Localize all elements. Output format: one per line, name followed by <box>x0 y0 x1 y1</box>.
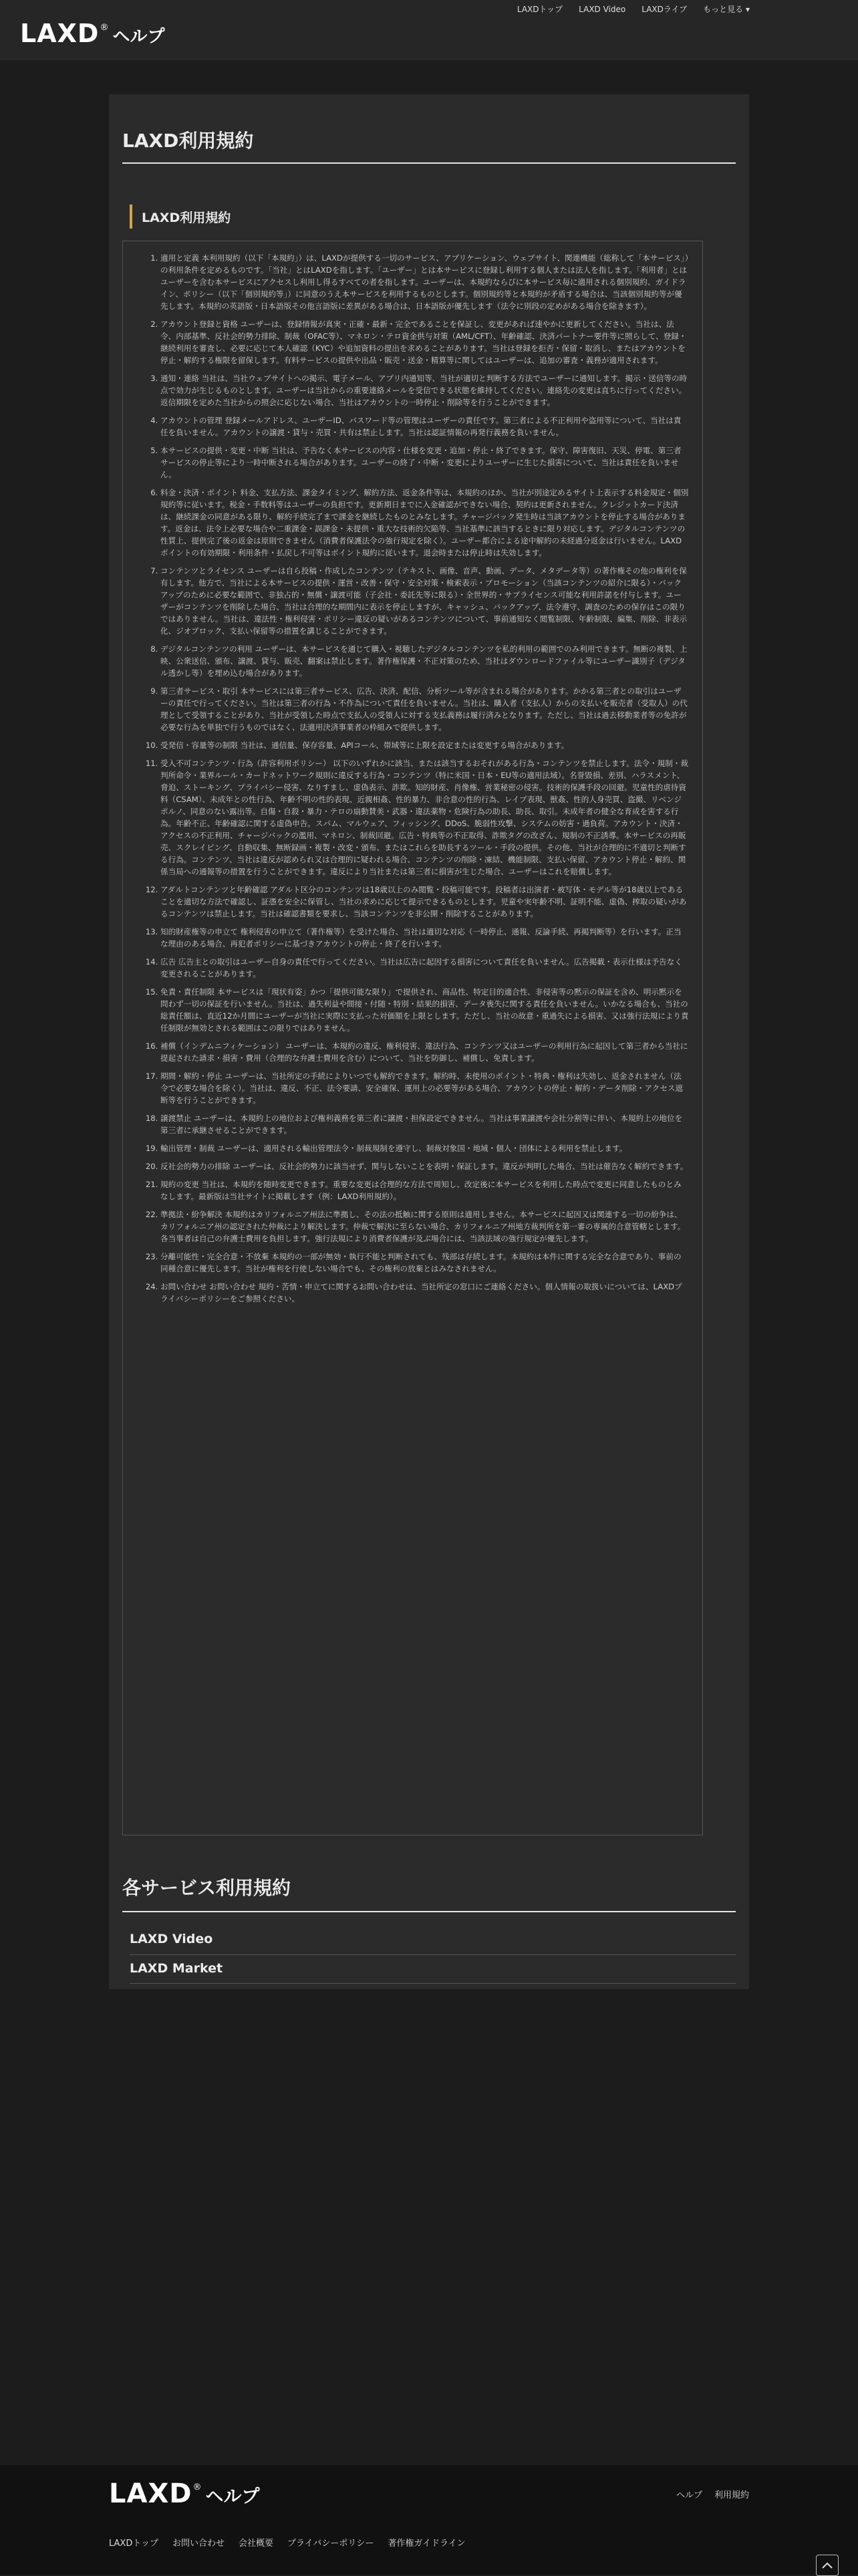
terms-item: 3. 通知・連絡 当社は、当社ウェブサイトへの掲示、電子メール、アプリ内通知等、当社が適切と判断する方法でユーザーに通知します。掲示・送信等の時点で効力が生じるものとします。ユーザーは当社からの重要連絡メールを受信できる状態を維持してください。連絡先の変更は直ちに行ってください。返信期限を定めた当社からの照会に応じない場合、当社はアカウントの一時停止・削除等を行うことができます。 <box>160 372 689 408</box>
terms-box <box>122 241 703 1835</box>
back-to-top-button[interactable] <box>816 2555 839 2576</box>
nav-link-laxd-video[interactable]: LAXD Video <box>579 5 626 14</box>
footer-link-help[interactable]: ヘルプ <box>676 2490 702 2500</box>
footer-link-copyright[interactable]: 著作権ガイドライン <box>388 2539 466 2549</box>
services-divider <box>122 1911 736 1912</box>
nav-link-more[interactable]: もっと見る ▾ <box>703 5 750 14</box>
page-title: LAXD利用規約 <box>122 130 254 152</box>
terms-item: 23. 分離可能性・完全合意・不放棄 本規約の一部が無効・執行不能と判断されても、残部は存続します。本規約は本件に関する完全な合意であり、事前の同種合意に優先します。当社が権利を行使しない場合でも、その権利の放棄とはみなされません。 <box>160 1251 689 1275</box>
nav-link-laxd-live[interactable]: LAXDライブ <box>641 5 688 14</box>
footer-link-privacy[interactable]: プライバシーポリシー <box>287 2539 374 2549</box>
service-link-laxd-market[interactable]: LAXD Market <box>130 1961 223 1976</box>
terms-item: 4. アカウントの管理 登録メールアドレス、ユーザーID、パスワード等の管理はユーザーの責任です。第三者による不正利用や盗用等について、当社は責任を負いません。アカウントの譲渡・貸与・売買・共有は禁止します。当社は認証情報の再発行義務を負いません。 <box>160 414 689 438</box>
footer-logo[interactable] <box>109 2478 260 2509</box>
footer-logo-help-label: ヘルプ <box>205 2486 260 2507</box>
terms-item: 1. 適用と定義 本利用規約（以下「本規約」）は、LAXDが提供する一切のサービス、アプリケーション、ウェブサイト、関連機能（総称して「本サービス」）の利用条件を定めるものです。「当社」とはLAXDを指します。「ユーザー」とは本サービスに登録し利用する個人または法人を指します。「利用者」とはユーザーを含む本サービスにアクセスし利用し得るすべての者を指します。ユーザーは、本規約ならびに本サービス毎に適用される個別規約、ガイドライン、ポリシー（以下「個別規約等」）に同意のうえ本サービスを利用するものとします。個別規約等と本規約が矛盾する場合は、当該個別規約等が優先します。本規約の英語版・日本語版その他言語版に差異がある場合は、日本語版が優先します（法令に別段の定めがある場合を除きます）。 <box>160 252 689 312</box>
header-logo[interactable] <box>20 19 164 48</box>
terms-section-heading <box>130 205 231 229</box>
footer-link-laxd-top[interactable]: LAXDトップ <box>109 2539 158 2549</box>
top-nav <box>509 4 758 15</box>
terms-item: 20. 反社会的勢力の排除 ユーザーは、反社会的勢力に該当せず、関与しないことを表明・保証します。違反が判明した場合、当社は催告なく解約できます。 <box>160 1160 689 1172</box>
terms-item: 17. 期間・解約・停止 ユーザーは、当社所定の手続によりいつでも解約できます。解約時、未使用のポイント・特典・権利は失効し、返金されません（法令で必要な場合を除く）。当社は、違反、不正、法令要請、安全確保、運用上の必要等がある場合、アカウントの停止・解約・データ削除・アクセス遮断等を行うことができます。 <box>160 1070 689 1106</box>
logo-registered-mark: ® <box>100 23 109 33</box>
terms-item: 2. アカウント登録と資格 ユーザーは、登録情報が真実・正確・最新・完全であることを保証し、変更があれば速やかに更新してください。当社は、法令、内部基準、反社会的勢力排除、制裁（OFAC等）、マネロン・テロ資金供与対策（AML/CFT）、年齢確認、決済パートナー要件等に照らして、登録・継続利用を審査し、必要に応じて本人確認（KYC）や追加資料の提出を求めることがあります。当社は登録を拒否・保留・取消し、またはアカウントを停止・解約する権限を留保します。有料サービスの提供や出品・販売・送金・精算等に関してはユーザーは、追加の審査・義務が適用されます。 <box>160 318 689 366</box>
logo-brand: LAXD <box>20 19 100 48</box>
site-footer <box>0 2465 858 2575</box>
services-title: 各サービス利用規約 <box>122 1877 291 1899</box>
terms-item: 19. 輸出管理・制裁 ユーザーは、適用される輸出管理法令・制裁規制を遵守し、制裁対象国・地域・個人・団体による利用を禁止します。 <box>160 1142 689 1154</box>
terms-item: 6. 料金・決済・ポイント 料金、支払方法、課金タイミング、解約方法、返金条件等は、本規約のほか、当社が別途定めるサイト上表示する料金規定・個別規約等に従います。税金・手数料等はユーザーの負担です。更新期日までに入金確認ができない場合、契約は更新されません。クレジットカード決済は、継続課金の同意がある限り、解約手続完了まで課金を継続したものとみなします。チャージバック発生時は当該アカウントを停止する場合があります。返金は、法令上必要な場合や二重課金・誤課金・未提供・重大な技術的欠陥等、当社基準に該当するときに限り対応します。デジタルコンテンツの性質上、提供完了後の返金は原則できません（消費者保護法令の強行規定を除く）。ユーザー都合による途中解約の未経過分返金は行いません。LAXDポイントの有効期限・利用条件・払戻し不可等はポイント規約に従います。退会時または停止時は失効します。 <box>160 487 689 559</box>
terms-list <box>144 252 689 1305</box>
terms-item: 22. 準拠法・紛争解決 本規約はカリフォルニア州法に準拠し、その法の抵触に関する原則は適用しません。本サービスに起因又は関連する一切の紛争は、カリフォルニア州の認定された仲裁により解決します。仲裁で解決に至らない場合、カリフォルニア州地方裁判所を第一審の専属的合意管轄とします。各当事者は自己の弁護士費用を負担します。強行法規により消費者保護が及ぶ場合には、当該法域の強行規定が優先します。 <box>160 1208 689 1245</box>
terms-item: 9. 第三者サービス・取引 本サービスには第三者サービス、広告、決済、配信、分析ツール等が含まれる場合があります。かかる第三者との取引はユーザーの責任で行ってください。当社は第三者の行為・不作為について責任を負いません。当社は、購入者（支払人）からの支払いを販売者（受取人）の代理として受領することがあり、当社が受領した時点で支払人の受領人に対する支払義務は履行済みとなります。ただし、当社は過去移動業者等の免許が必要な行為を単独で行うものではなく、法適用決済事業者の枠組みで提供します。 <box>160 685 689 733</box>
terms-item: 21. 規約の変更 当社は、本規約を随時変更できます。重要な変更は合理的な方法で周知し、改定後に本サービスを利用した時点で変更に同意したものとみなします。最新版は当社サイトに掲載します（例：LAXD利用規約）。 <box>160 1178 689 1202</box>
footer-links <box>109 2536 466 2549</box>
title-divider <box>122 162 736 164</box>
terms-item: 18. 譲渡禁止 ユーザーは、本規約上の地位および権利義務を第三者に譲渡・担保設定できません。当社は事業譲渡や会社分割等に伴い、本規約上の地位を第三者に承継させることができます。 <box>160 1112 689 1136</box>
nav-link-laxd-top[interactable]: LAXDトップ <box>517 5 563 14</box>
terms-item: 24. お問い合わせ お問い合わせ 規約・苦情・申立てに関するお問い合わせは、当社所定の窓口にご連絡ください。個人情報の取扱いについては、LAXDプライバシーポリシーをご参照ください。 <box>160 1281 689 1305</box>
terms-section-heading-text: LAXD利用規約 <box>142 210 231 225</box>
service-separator <box>130 1954 736 1955</box>
footer-right-links <box>676 2488 749 2500</box>
terms-item: 10. 受発信・容量等の制限 当社は、通信量、保存容量、APIコール、帯域等に上限を設定または変更する場合があります。 <box>160 739 689 751</box>
footer-logo-registered-mark: ® <box>192 2482 202 2492</box>
footer-logo-brand: LAXD <box>109 2478 192 2509</box>
terms-item: 16. 補償（インデムニフィケーション） ユーザーは、本規約の違反、権利侵害、違法行為、コンテンツ又はユーザーの利用行為に起因して第三者から当社に提起された請求・損害・費用（合理的な弁護士費用を含む）について、当社を防御し、補償し、免責します。 <box>160 1040 689 1064</box>
logo-help-label: ヘルプ <box>112 27 165 47</box>
terms-item: 7. コンテンツとライセンス ユーザーは自ら投稿・作成したコンテンツ（テキスト、画像、音声、動画、データ、メタデータ等）の著作権その他の権利を保有します。他方で、当社による本サービスの提供・運営・改善・保守・安全対策・検索表示・プロモーション（当該コンテンツの紹介に限る）・バックアップのために必要な範囲で、非独占的・無償・譲渡可能（子会社・委託先等に限る）・全世界的・サブライセンス可能な利用許諾を付与します。ユーザーがコンテンツを削除した場合、当社は合理的な期間内に表示を停止しますが、キャッシュ、バックアップ、法令遵守、調査のための保存はこの限りではありません。当社は、違法性・権利侵害・ポリシー違反の疑いがあるコンテンツについて、事前通知なく閲覧制限、年齢制限、編集、削除、非表示化、ジオブロック、支払い保留等の措置を講じることができます。 <box>160 565 689 637</box>
footer-link-contact[interactable]: お問い合わせ <box>172 2539 225 2549</box>
terms-item: 15. 免責・責任制限 本サービスは「現状有姿」かつ「提供可能な限り」で提供され、商品性、特定目的適合性、非侵害等の黙示の保証を含め、明示黙示を問わず一切の保証を行いません。当社は、過失利益や間接・付随・特別・結果的損害、データ喪失に関する責任を負いません。いかなる場合も、当社の総責任額は、直近12か月間にユーザーが当社に実際に支払った対価額を上限とします。ただし、当社の故意・重過失による損害、又は強行法規により責任制限が無効とされる範囲はこの限りではありません。 <box>160 986 689 1034</box>
footer-link-company[interactable]: 会社概要 <box>238 2539 273 2549</box>
terms-item: 13. 知的財産権等の申立て 権利侵害の申立て（著作権等）を受けた場合、当社は適切な対応（一時停止、通報、反論手続、再掲判断等）を行います。正当な理由のある場合、再犯者ポリシーに基づきアカウントの停止・終了を行います。 <box>160 926 689 950</box>
terms-item: 14. 広告 広告主との取引はユーザー自身の責任で行ってください。当社は広告に起因する損害について責任を負いません。広告掲載・表示仕様は予告なく変更されることがあります。 <box>160 956 689 980</box>
service-separator <box>130 1983 736 1984</box>
terms-item: 5. 本サービスの提供・変更・中断 当社は、予告なく本サービスの内容・仕様を変更・追加・停止・終了できます。保守、障害復旧、天災、停電、第三者サービスの停止等により一時中断される場合があります。ユーザーの終了・中断・変更によりユーザーに生じた損害について、当社は責任を負いません。 <box>160 444 689 481</box>
site-header <box>0 0 858 60</box>
main-content <box>109 94 749 1989</box>
terms-item: 12. アダルトコンテンツと年齢確認 アダルト区分のコンテンツは18歳以上のみ閲覧・投稿可能です。投稿者は出演者・被写体・モデル等が18歳以上であることを適切な方法で確認し、証憑を安全に保管し、当社の求めに応じて提示できるものとします。児童や実年齢不明、証明不能、虚偽、搾取の疑いがあるコンテンツは禁止します。当社は確認書類を要求し、当該コンテンツを非公開・削除することがあります。 <box>160 884 689 920</box>
footer-link-terms[interactable]: 利用規約 <box>714 2490 749 2500</box>
service-link-laxd-video[interactable]: LAXD Video <box>130 1932 213 1946</box>
terms-item: 8. デジタルコンテンツの利用 ユーザーは、本サービスを通じて購入・視聴したデジタルコンテンツを私的利用の範囲でのみ利用できます。無断の複製、上映、公衆送信、頒布、譲渡、貸与、販売、翻案は禁止します。著作権保護・不正対策のため、当社はダウンロードファイル等にユーザー識別子（デジタル透かし等）を埋め込む場合があります。 <box>160 643 689 679</box>
chevron-up-icon <box>822 2562 833 2569</box>
terms-item: 11. 受入不可コンテンツ・行為（許容利用ポリシー） 以下のいずれかに該当、または該当するおそれがある行為・コンテンツを禁止します。法令・規制・裁判所命令・業界ルール・カードネットワーク規則に違反する行為・コンテンツ（特に米国・日本・EU等の適用法域）。名誉毀損、差別、ハラスメント、脅迫、ストーキング、プライバシー侵害、なりすまし、虚偽表示、詐欺。知的財産、肖像権、営業秘密の侵害。技術的保護手段の回避。児童性的虐待資料（CSAM）、未成年との性行為、年齢不明の性的表現、近親相姦、性的暴力、非合意の性的行為、レイプ表現、獣姦、性的人身売買、盗撮、リベンジポルノ、同意のない露出等。自傷・自殺・暴力・テロの扇動賛美・武器・違法薬物・危険行為の助長、助長、取引。未成年者の健全な育成を害する行為。年齢不正、年齢確認に関する虚偽申告。スパム、マルウェア、フィッシング、DDoS、脆弱性攻撃、システムの妨害・過負荷。アカウント・決済・アクセスの不正利用、チャージバックの濫用、マネロン、制裁回避。広告・特典等の不正取得、詐欺タグの改ざん、規制の不正誘導。本サービスの再販売、スクレイピング、自動収集、無断録画・複製・改変・頒布、またはこれらを助長するツール・手段の提供。その他、当社が合理的に不適切と判断する行為。コンテンツ、当社は違反が認められ又は合理的に疑われる場合、コンテンツの削除・凍結、機能制限、支払い保留、アカウント停止・解約、関係当局への通報等の措置を行うことができます。違反により当社または第三者に損害が生じた場合、ユーザーはこれを賠償します。 <box>160 757 689 878</box>
